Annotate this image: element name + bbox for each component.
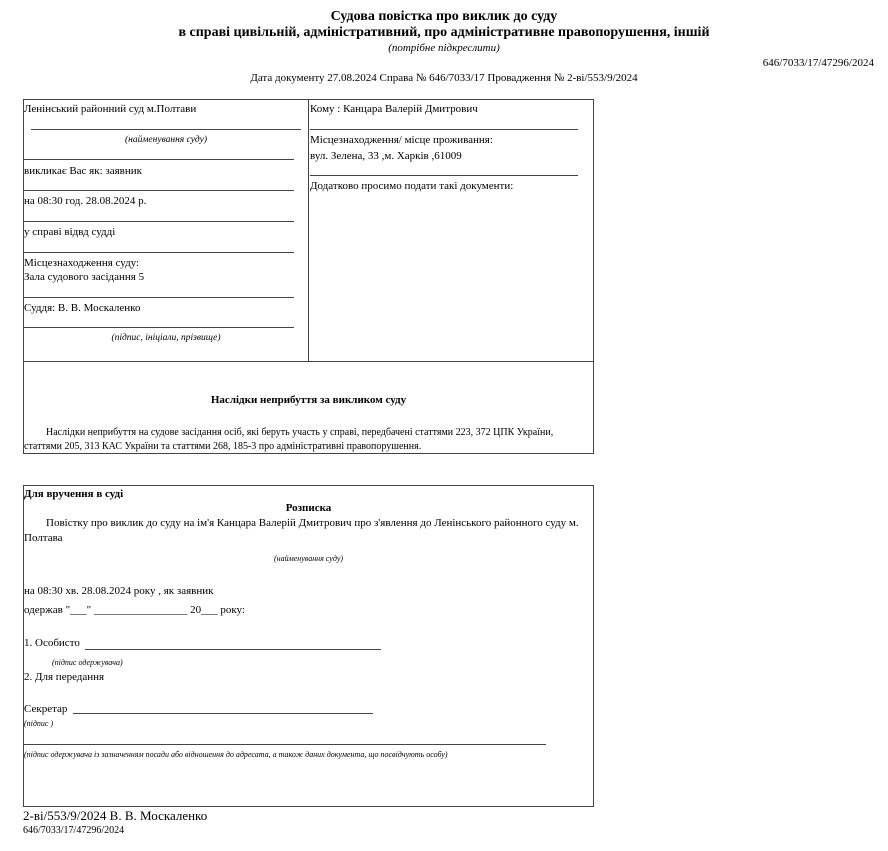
divider xyxy=(31,129,301,130)
hearing-time: на 08:30 год. 28.08.2024 р. xyxy=(24,195,147,207)
document-meta-line: Дата документу 27.08.2024 Справа № 646/7033/17 Провадження № 2-ві/553/9/2024 xyxy=(250,72,638,84)
signature-line xyxy=(85,649,381,650)
recipient-long-caption: (підпис одержувача із зазначенням посади або відношення до адресата, а також даних документа, що посвідчують особу) xyxy=(24,750,448,759)
address-value: вул. Зелена, 33 ,м. Харків ,61009 xyxy=(310,150,462,162)
recipient: Кому : Канцара Валерій Дмитрович xyxy=(310,103,478,115)
signature-caption: (підпис, ініціали, прізвище) xyxy=(111,333,221,343)
signature-line xyxy=(73,713,373,714)
summons-as: викликає Вас як: заявник xyxy=(24,165,142,177)
recipient-signature-caption: (підпис одержувача) xyxy=(52,658,123,667)
judge-name: Суддя: В. В. Москаленко xyxy=(24,302,141,314)
address-label: Місцезнаходження/ місце проживання: xyxy=(310,134,493,146)
divider xyxy=(24,297,294,298)
case-in: у справі відвд судді xyxy=(24,226,116,238)
underline-note: (потрібне підкреслити) xyxy=(388,42,500,54)
personally-label: 1. Особисто xyxy=(24,637,80,649)
title-line-1: Судова повістка про виклик до суду xyxy=(330,9,558,24)
receipt-court-caption: (найменування суду) xyxy=(273,554,344,563)
document-code: 646/7033/17/47296/2024 xyxy=(762,57,874,69)
for-court-label: Для вручення в суді xyxy=(24,488,124,500)
divider xyxy=(310,129,578,130)
consequences-text-line-1: Наслідки неприбуття на судове засідання осіб, які беруть участь у справі, передбачені статтями 223, 372 ЦПК України, xyxy=(46,427,554,438)
consequences-title: Наслідки неприбуття за викликом суду xyxy=(210,394,407,406)
consequences-text-line-2: статтями 205, 313 КАС України та статтями 268, 185-3 про адміністративні правопорушення. xyxy=(24,441,422,452)
divider xyxy=(24,252,294,253)
for-transfer-label: 2. Для передання xyxy=(24,671,105,683)
divider xyxy=(310,175,578,176)
divider xyxy=(24,327,294,328)
court-location-value: Зала судового засідання 5 xyxy=(24,271,145,283)
signature-line xyxy=(24,744,546,745)
secretary-signature-caption: (підпис ) xyxy=(24,719,54,728)
receipt-title: Розписка xyxy=(285,502,332,514)
divider xyxy=(24,159,294,160)
footer-line-1: 2-ві/553/9/2024 В. В. Москаленко xyxy=(23,808,208,823)
court-name: Ленінський районний суд м.Полтави xyxy=(24,103,197,115)
receipt-time-line: на 08:30 хв. 28.08.2024 року , як заявник xyxy=(24,585,214,597)
received-line: одержав "___" _________________ 20___ року: xyxy=(24,604,245,616)
column-divider xyxy=(308,99,309,362)
divider xyxy=(24,190,294,191)
receipt-text-line-2: Полтава xyxy=(24,532,63,544)
divider xyxy=(24,221,294,222)
title-line-2: в справі цивільній, адміністративний, про адміністративне правопорушення, іншій xyxy=(178,25,710,40)
court-caption: (найменування суду) xyxy=(124,135,207,145)
secretary-label: Секретар xyxy=(24,703,68,715)
court-location-label: Місцезнаходження суду: xyxy=(24,257,140,269)
footer-line-2: 646/7033/17/47296/2024 xyxy=(23,825,125,836)
receipt-text-line-1: Повістку про виклик до суду на ім'я Канцара Валерій Дмитрович про з'явлення до Ленінського районного суду м. xyxy=(46,517,579,529)
documents-label: Додатково просимо подати такі документи: xyxy=(310,180,514,192)
